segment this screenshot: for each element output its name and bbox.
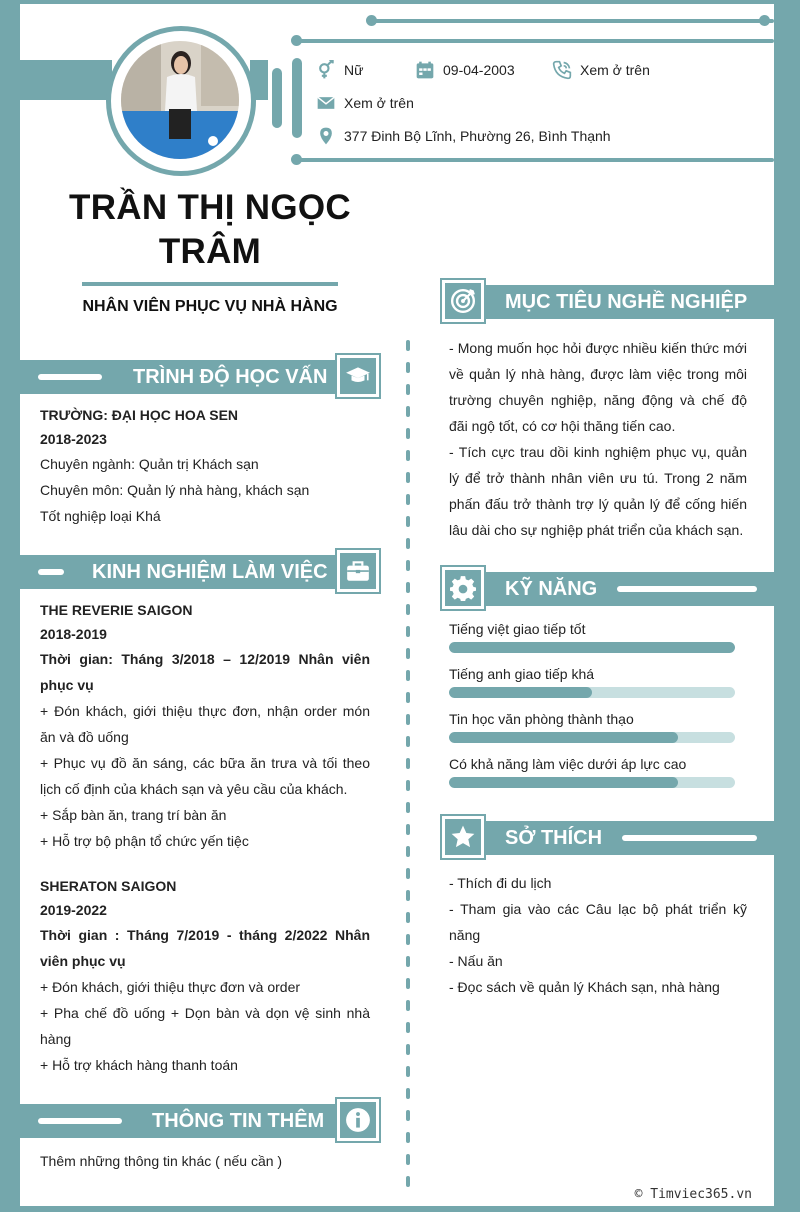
education-title: TRÌNH ĐỘ HỌC VẤN: [133, 366, 328, 388]
education-content: [40, 403, 370, 529]
education-icon-box: [337, 355, 379, 397]
objective-content: [449, 335, 747, 543]
job-company: THE REVERIE SAIGON: [40, 602, 193, 618]
header-pill: [617, 586, 757, 592]
job-role: Thời gian: Tháng 3/2018 – 12/2019 Nhân viên phục vụ: [40, 651, 370, 693]
divider-dash: [406, 384, 410, 395]
divider-dash: [406, 538, 410, 549]
divider-dash: [406, 714, 410, 725]
divider-dash: [406, 846, 410, 857]
divider-dash: [406, 1110, 410, 1121]
objective-icon-box: [442, 280, 484, 322]
skill-label: Tiếng anh giao tiếp khá: [449, 666, 595, 682]
objective-title: MỤC TIÊU NGHỀ NGHIỆP: [505, 291, 748, 313]
divider-dash: [406, 824, 410, 835]
job-task: + Hỗ trợ bộ phận tổ chức yến tiệc: [40, 833, 249, 849]
address-text: 377 Đinh Bộ Lĩnh, Phường 26, Bình Thạnh: [344, 128, 611, 144]
email-text: Xem ở trên: [344, 95, 414, 111]
contact-gender: [316, 60, 363, 80]
job-task: + Pha chế đồ uống + Dọn bàn và dọn vệ sinh nhà hàng: [40, 1005, 370, 1047]
skill-bar: [449, 732, 735, 743]
objective-paragraph: - Tích cực trau dồi kinh nghiệm phục vụ, quản lý để trở thành nhân viên ưu tú. Trong 2 năm phấn đấu trở thành trợ lý quản lý để cống hiến lâu dài cho sự nghiệp phát triển của khách sạn.: [449, 444, 747, 538]
column-divider: [406, 340, 410, 1190]
divider-dash: [406, 978, 410, 989]
skill-label: Tiếng việt giao tiếp tốt: [449, 621, 586, 637]
gender-icon: [316, 60, 336, 80]
objective-paragraph: - Mong muốn học hỏi được nhiều kiến thức mới về quản lý nhà hàng, được làm việc trong môi trường chuyên nghiệp, năng động và chế độ đãi ngộ tốt, có cơ hội thăng tiến cao.: [449, 340, 747, 434]
header-dot: [759, 15, 770, 26]
experience-job-2: [40, 874, 370, 1078]
gear-icon: [450, 575, 476, 601]
skills-icon-box: [442, 567, 484, 609]
info-icon: [345, 1107, 371, 1133]
job-role: Thời gian : Tháng 7/2019 - tháng 2/2022 Nhân viên phục vụ: [40, 927, 370, 969]
divider-dash: [406, 362, 410, 373]
divider-dash: [406, 1088, 410, 1099]
job-company: SHERATON SAIGON: [40, 878, 177, 894]
divider-dash: [406, 934, 410, 945]
divider-dash: [406, 890, 410, 901]
skill-label: Tin học văn phòng thành thạo: [449, 711, 634, 727]
candidate-position: NHÂN VIÊN PHỤC VỤ NHÀ HÀNG: [82, 298, 338, 315]
education-specialty: Chuyên môn: Quản lý nhà hàng, khách sạn: [40, 482, 310, 498]
skill-fill: [449, 777, 678, 788]
hobby-item: - Đọc sách về quản lý Khách sạn, nhà hàng: [449, 979, 720, 995]
header-vbar: [292, 58, 302, 138]
divider-dash: [406, 648, 410, 659]
skill-bar: [449, 777, 735, 788]
divider-dash: [406, 450, 410, 461]
header-line: [298, 39, 774, 43]
job-task: + Phục vụ đồ ăn sáng, các bữa ăn trưa và tối theo lịch cố định của khách sạn và yêu cầu của khách.: [40, 755, 370, 797]
experience-job-1: [40, 598, 370, 854]
divider-dash: [406, 1044, 410, 1055]
divider-dash: [406, 582, 410, 593]
divider-dash: [406, 340, 410, 351]
divider-dash: [406, 604, 410, 615]
gender-text: Nữ: [344, 62, 364, 78]
skill-fill: [449, 642, 735, 653]
skills-title: KỸ NĂNG: [505, 578, 598, 600]
job-years: 2019-2022: [40, 902, 107, 918]
contact-email: [316, 93, 414, 113]
divider-dash: [406, 472, 410, 483]
divider-dash: [406, 868, 410, 879]
hobby-item: - Nấu ăn: [449, 953, 503, 969]
avatar: [121, 41, 239, 159]
header-vbar: [272, 68, 282, 128]
location-icon: [316, 126, 336, 146]
header-pill: [622, 835, 757, 841]
divider-dash: [406, 1176, 410, 1187]
star-icon: [450, 824, 476, 850]
footer-watermark: © Timviec365.vn: [634, 1187, 752, 1202]
experience-icon-box: [337, 550, 379, 592]
divider-dash: [406, 670, 410, 681]
hobbies-icon-box: [442, 816, 484, 858]
hobbies-content: [449, 870, 747, 1000]
hobby-item: - Tham gia vào các Câu lạc bộ phát triển kỹ năng: [449, 901, 747, 943]
divider-dash: [406, 692, 410, 703]
graduation-cap-icon: [345, 363, 371, 389]
divider-dash: [406, 780, 410, 791]
divider-dash: [406, 428, 410, 439]
divider-dash: [406, 802, 410, 813]
job-task: + Hỗ trợ khách hàng thanh toán: [40, 1057, 238, 1073]
school-name: TRƯỜNG: ĐẠI HỌC HOA SEN: [40, 407, 239, 423]
briefcase-icon: [345, 558, 371, 584]
target-icon: [450, 288, 476, 314]
skill-bar: [449, 642, 735, 653]
header-pill: [38, 374, 102, 380]
header-line: [372, 19, 774, 23]
divider-dash: [406, 516, 410, 527]
divider-dash: [406, 1022, 410, 1033]
contact-address: [316, 126, 611, 146]
skill-fill: [449, 732, 678, 743]
hobby-item: - Thích đi du lịch: [449, 875, 552, 891]
birthday-text: 09-04-2003: [443, 62, 515, 78]
experience-title: KINH NGHIỆM LÀM VIỆC: [92, 561, 328, 583]
divider-dash: [406, 1154, 410, 1165]
divider-dash: [406, 1066, 410, 1077]
divider-dash: [406, 494, 410, 505]
divider-dash: [406, 736, 410, 747]
job-years: 2018-2019: [40, 626, 107, 642]
additional-icon-box: [337, 1099, 379, 1141]
additional-text: Thêm những thông tin khác ( nếu cần ): [40, 1153, 283, 1169]
divider-dash: [406, 406, 410, 417]
phone-text: Xem ở trên: [580, 62, 650, 78]
education-major: Chuyên ngành: Quản trị Khách sạn: [40, 456, 259, 472]
phone-icon: [552, 60, 572, 80]
hobbies-title: SỞ THÍCH: [505, 827, 603, 849]
header-accent-bar: [20, 60, 112, 100]
job-task: + Sắp bàn ăn, trang trí bàn ăn: [40, 807, 227, 823]
contact-phone: [552, 60, 650, 80]
job-task: + Đón khách, giới thiệu thực đơn và order: [40, 979, 301, 995]
header-line: [298, 158, 774, 162]
education-years: 2018-2023: [40, 431, 107, 447]
skill-fill: [449, 687, 592, 698]
email-icon: [316, 93, 336, 113]
divider-dash: [406, 912, 410, 923]
header-pill: [38, 1118, 122, 1124]
skill-label: Có khả năng làm việc dưới áp lực cao: [449, 756, 687, 772]
additional-title: THÔNG TIN THÊM: [152, 1110, 325, 1132]
skill-bar: [449, 687, 735, 698]
divider-dash: [406, 626, 410, 637]
education-grade: Tốt nghiệp loại Khá: [40, 508, 161, 524]
contact-birthday: [415, 60, 515, 80]
calendar-icon: [415, 60, 435, 80]
header-pill: [38, 569, 64, 575]
candidate-name: TRẦN THỊ NGỌC TRÂM: [69, 188, 351, 271]
divider-dash: [406, 1132, 410, 1143]
divider-dash: [406, 560, 410, 571]
divider-dash: [406, 956, 410, 967]
divider-dash: [406, 1000, 410, 1011]
job-task: + Đón khách, giới thiệu thực đơn, nhận order món ăn và đồ uống: [40, 703, 370, 745]
name-underline: [82, 282, 338, 286]
divider-dash: [406, 758, 410, 769]
